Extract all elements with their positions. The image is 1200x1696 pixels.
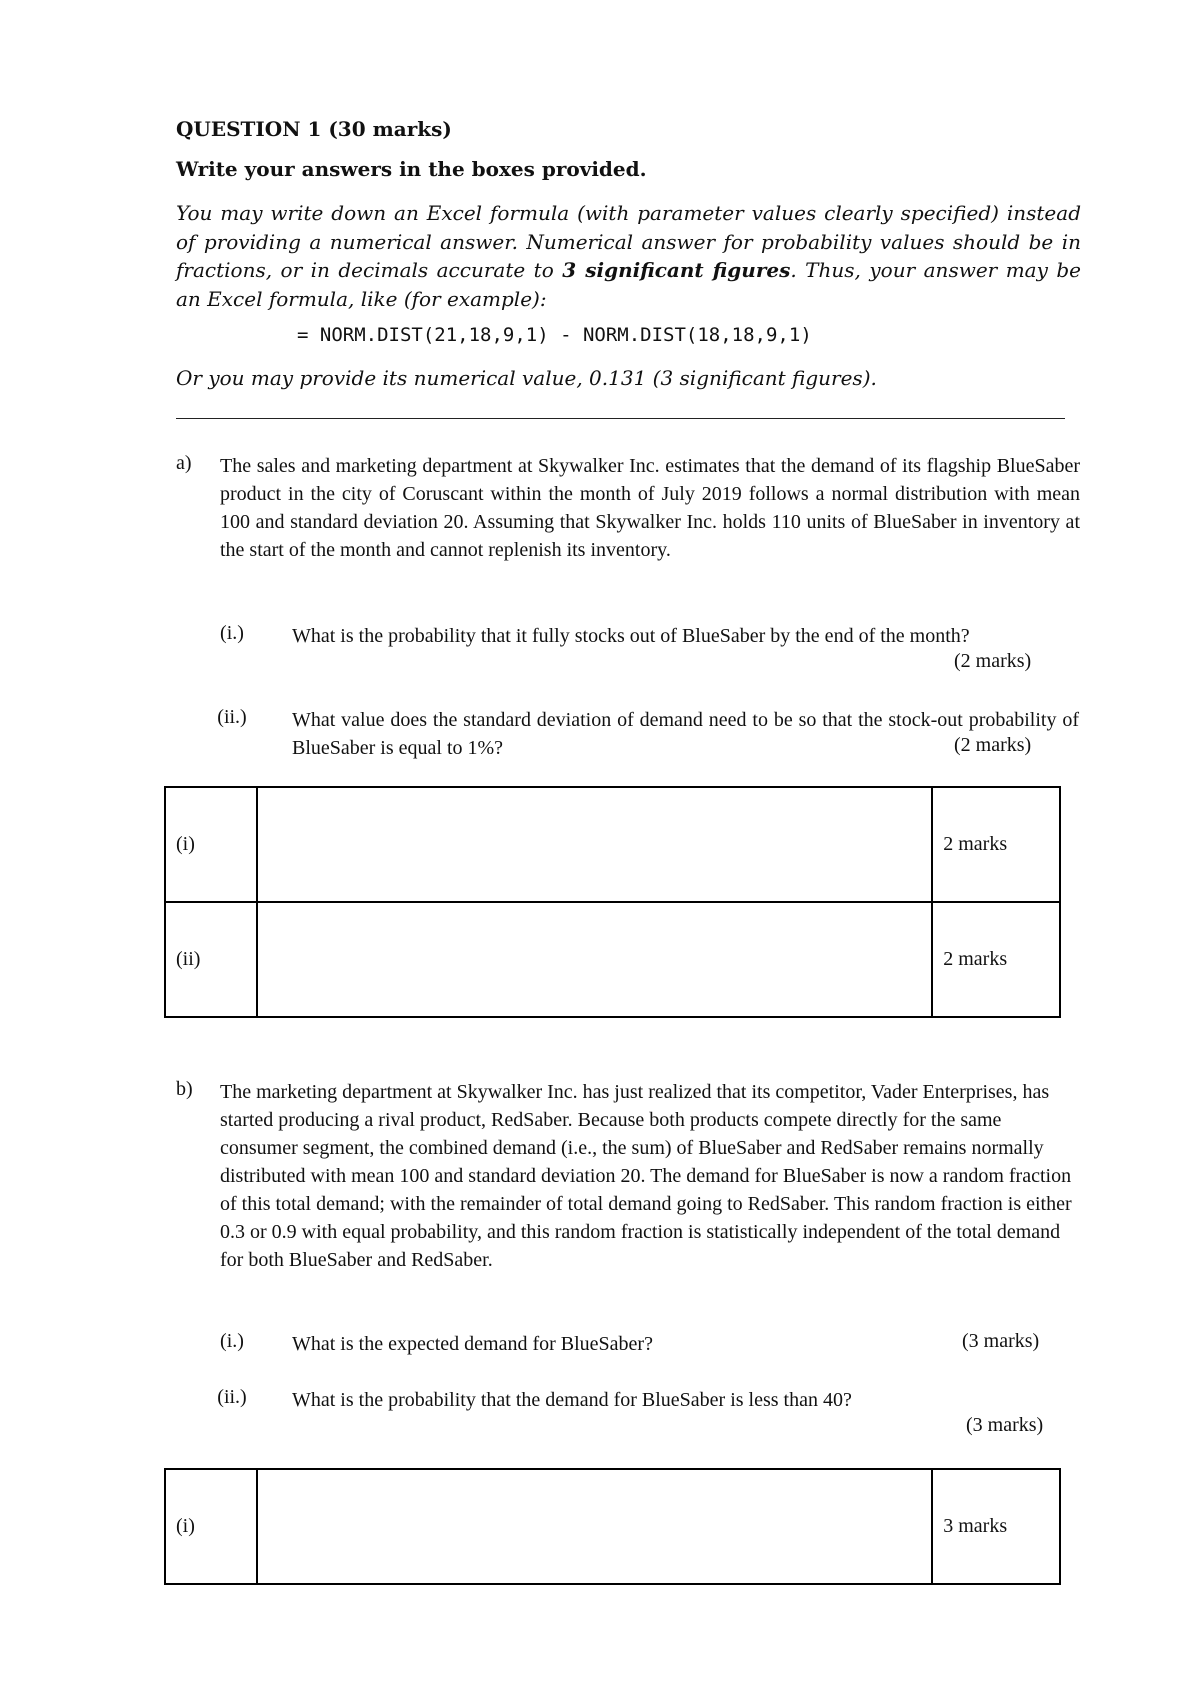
part-b-sub2-number: (ii.) [217,1386,247,1408]
part-b-text: The marketing department at Skywalker Inc. has just realized that its competitor, Vader Enterprises, has started producing a rival product, RedSaber. Because both products compete directly for the same consumer segment, the combined demand (i.e., the sum) of BlueSaber and RedSaber remains normally distributed with mean 100 and standard deviation 20. The demand for BlueSaber is now a random fraction of this total demand; with the remainder of total demand going to RedSaber. This random fraction is either 0.3 or 0.9 with equal probability, and this random fraction is statistically independent of the total demand for both BlueSaber and RedSaber. [220,1081,1072,1271]
alternative-answer-note: Or you may provide its numerical value, 0.131 (3 significant figures). [176,366,877,390]
answer-row-label: (i) [165,787,257,902]
answer-row-label: (ii) [165,902,257,1017]
answer-box-a-i[interactable] [257,787,932,902]
answer-instruction: Write your answers in the boxes provided. [176,157,647,181]
part-b-sub1-text: What is the expected demand for BlueSaber? [292,1333,653,1355]
formula-note [176,199,1081,313]
part-a-letter: a) [176,452,192,474]
answer-row [165,1469,1060,1584]
part-a-sub1-marks: (2 marks) [954,650,1032,672]
answer-box-b-i[interactable] [257,1469,932,1584]
part-a-sub1-number: (i.) [220,622,244,644]
note-text-start: You may write down an Excel formula (with parameter values clearly specified) instead of providing a numerical answer. Numerical answer for probability values should be in fractions, or in decimals accurate to [176,201,1081,282]
answer-row-marks: 2 marks [932,787,1060,902]
part-b-answer-table [164,1468,1061,1585]
answer-row-marks: 2 marks [932,902,1060,1017]
section-divider [176,418,1065,419]
answer-box-a-ii[interactable] [257,902,932,1017]
part-a-sub2-marks: (2 marks) [954,734,1032,756]
part-b-sub2-text: What is the probability that the demand for BlueSaber is less than 40? [292,1389,852,1411]
note-text-end: . Thus, your answer may be an Excel formula, like (for example): [176,258,1081,311]
part-b-sub1-marks: (3 marks) [962,1330,1040,1352]
part-a-answer-table [164,786,1061,1018]
part-a-sub1-text: What is the probability that it fully stocks out of BlueSaber by the end of the month? [292,625,970,647]
answer-row [165,902,1060,1017]
part-b-letter: b) [176,1078,193,1100]
note-emphasis: 3 significant figures [562,258,791,282]
part-b-sub2-marks: (3 marks) [966,1414,1044,1436]
answer-row-marks: 3 marks [932,1469,1060,1584]
example-formula: = NORM.DIST(21,18,9,1) - NORM.DIST(18,18,9,1) [297,324,812,346]
answer-row [165,787,1060,902]
question-title: QUESTION 1 (30 marks) [176,117,452,141]
part-a-sub2-number: (ii.) [217,706,247,728]
part-b-sub1-number: (i.) [220,1330,244,1352]
part-a-text: The sales and marketing department at Skywalker Inc. estimates that the demand of its flagship BlueSaber product in the city of Coruscant within the month of July 2019 follows a normal distribution with mean 100 and standard deviation 20. Assuming that Skywalker Inc. holds 110 units of BlueSaber in inventory at the start of the month and cannot replenish its inventory. [220,455,1080,561]
answer-row-label: (i) [165,1469,257,1584]
part-a-sub2-text: What value does the standard deviation of demand need to be so that the stock-out probability of BlueSaber is equal to 1%? [292,709,1079,759]
